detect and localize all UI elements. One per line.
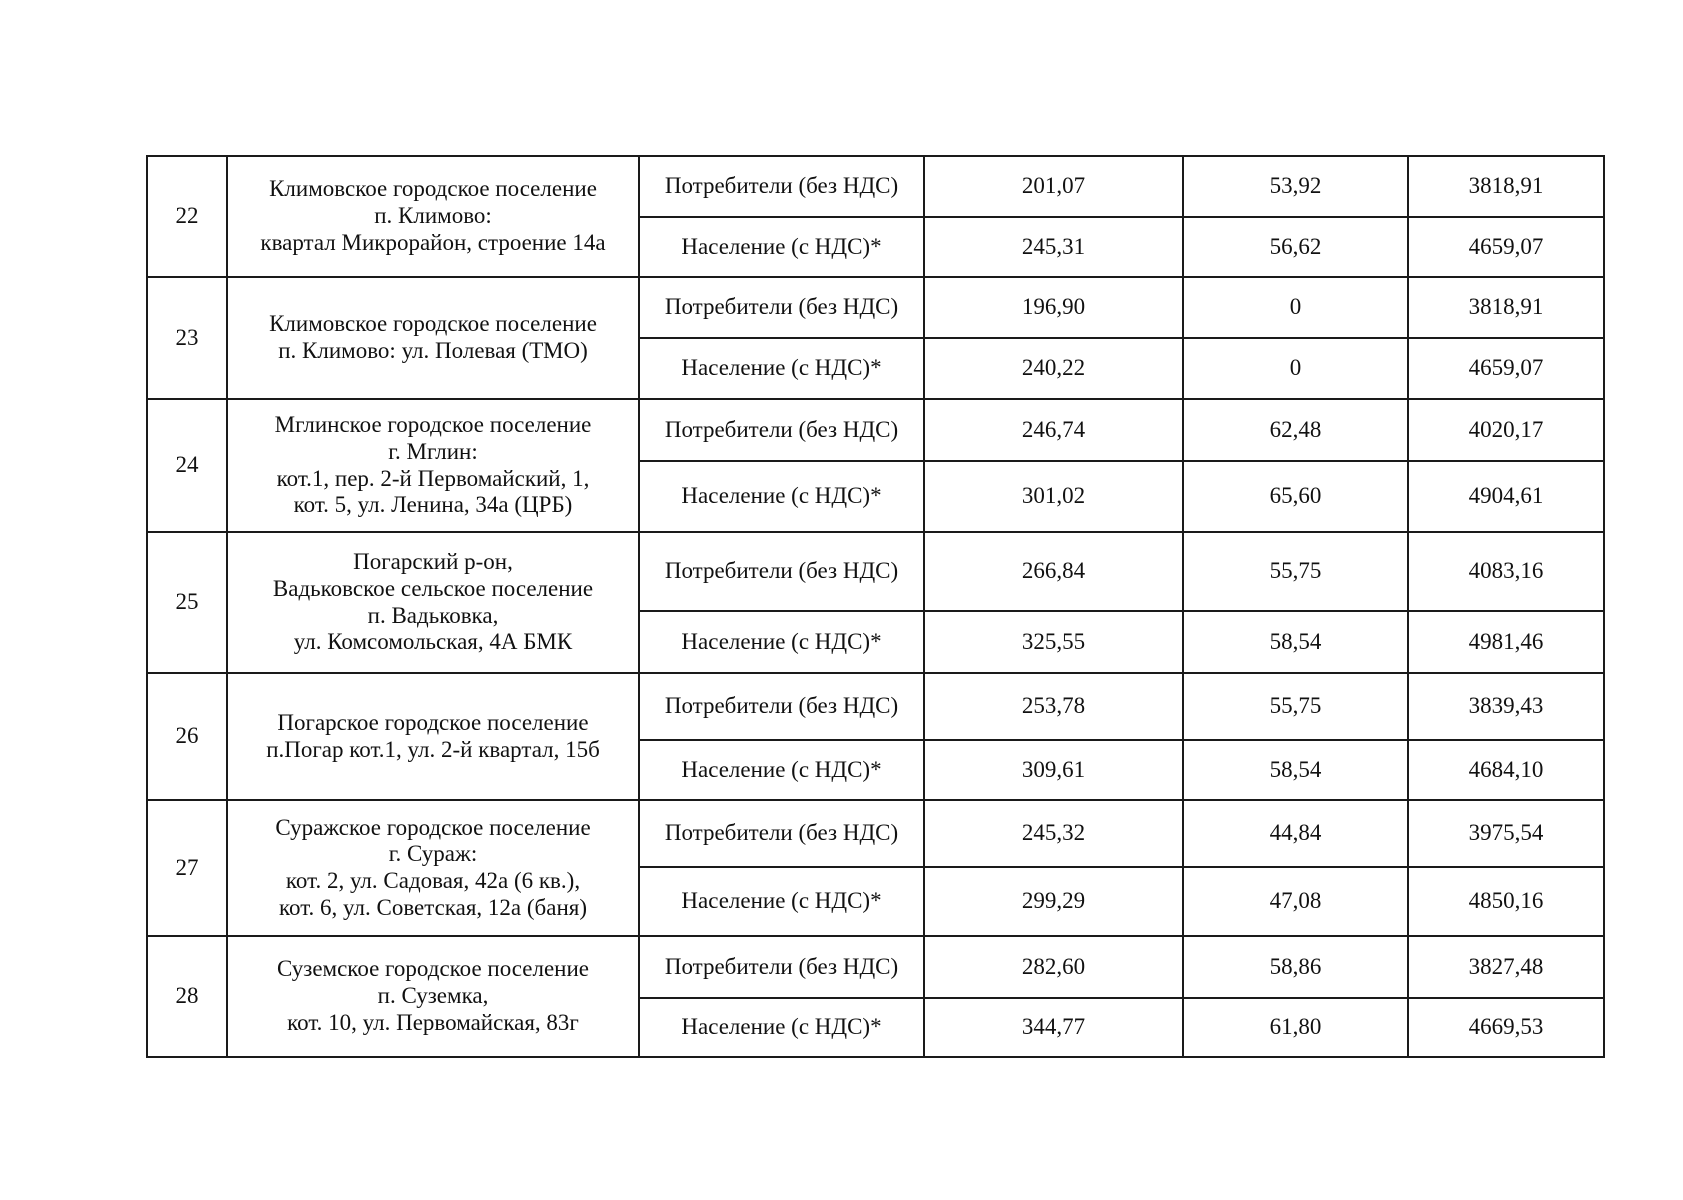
consumer-category: Потребители (без НДС) [639, 399, 924, 461]
tariff-value-3: 4083,16 [1408, 532, 1604, 611]
tariff-value-2: 0 [1183, 277, 1408, 338]
location-line: ул. Комсомольская, 4А БМК [293, 629, 573, 655]
tariff-value-3: 3975,54 [1408, 800, 1604, 867]
tariff-value-3: 3839,43 [1408, 673, 1604, 740]
location-line: г. Сураж: [388, 841, 478, 867]
location-line: Погарский р-он, [353, 549, 513, 575]
tariff-value-1: 196,90 [924, 277, 1183, 338]
table-row [147, 277, 1604, 338]
row-number: 24 [147, 399, 227, 532]
tariff-value-1: 325,55 [924, 611, 1183, 673]
consumer-category: Население (с НДС)* [639, 740, 924, 800]
tariff-value-1: 282,60 [924, 936, 1183, 998]
tariff-value-1: 309,61 [924, 740, 1183, 800]
row-number: 28 [147, 936, 227, 1057]
location-line: кот. 2, ул. Садовая, 42а (6 кв.), [285, 868, 581, 893]
tariff-value-1: 299,29 [924, 867, 1183, 936]
consumer-category: Потребители (без НДС) [639, 156, 924, 217]
location-line: Мглинское городское поселение [274, 412, 592, 438]
table-row [147, 800, 1604, 867]
tariff-value-3: 4659,07 [1408, 338, 1604, 399]
tariff-value-3: 4659,07 [1408, 217, 1604, 277]
location-cell [227, 800, 639, 936]
location-line: кот. 6, ул. Советская, 12а (баня) [279, 894, 587, 920]
consumer-category: Население (с НДС)* [639, 998, 924, 1057]
consumer-category: Потребители (без НДС) [639, 277, 924, 338]
tariff-value-2: 58,54 [1183, 740, 1408, 800]
location-cell [227, 532, 639, 673]
row-number: 27 [147, 800, 227, 936]
tariff-value-2: 65,60 [1183, 461, 1408, 532]
tariff-value-1: 240,22 [924, 338, 1183, 399]
tariff-value-2: 0 [1183, 338, 1408, 399]
tariff-value-2: 61,80 [1183, 998, 1408, 1057]
location-line: п. Вадьковка, [367, 602, 499, 628]
location-line: Погарское городское поселение [277, 709, 589, 735]
location-line: п. Суземка, [377, 983, 489, 1009]
consumer-category: Население (с НДС)* [639, 461, 924, 532]
location-line: квартал Микрорайон, строение 14а [260, 229, 606, 255]
tariff-value-1: 246,74 [924, 399, 1183, 461]
tariff-value-1: 201,07 [924, 156, 1183, 217]
tariff-value-2: 58,86 [1183, 936, 1408, 998]
tariff-value-3: 3818,91 [1408, 277, 1604, 338]
location-line: кот. 10, ул. Первомайская, 83г [287, 1009, 579, 1035]
tariff-value-1: 245,31 [924, 217, 1183, 277]
location-cell [227, 156, 639, 277]
tariff-value-3: 3818,91 [1408, 156, 1604, 217]
tariff-value-3: 4020,17 [1408, 399, 1604, 461]
location-line: п. Климово: [374, 203, 492, 229]
tariff-value-3: 4850,16 [1408, 867, 1604, 936]
row-number: 23 [147, 277, 227, 399]
consumer-category: Население (с НДС)* [639, 867, 924, 936]
row-number: 22 [147, 156, 227, 277]
row-number: 25 [147, 532, 227, 673]
consumer-category: Население (с НДС)* [639, 217, 924, 277]
table-row [147, 532, 1604, 611]
location-line: Суземское городское поселение [276, 956, 590, 982]
consumer-category: Потребители (без НДС) [639, 936, 924, 998]
tariff-value-3: 4981,46 [1408, 611, 1604, 673]
location-line: Вадьковское сельское поселение [272, 575, 594, 601]
tariff-value-1: 301,02 [924, 461, 1183, 532]
tariff-value-3: 4904,61 [1408, 461, 1604, 532]
consumer-category: Население (с НДС)* [639, 338, 924, 399]
location-line: кот.1, пер. 2-й Первомайский, 1, [276, 465, 590, 491]
tariff-table [146, 155, 1605, 1058]
tariff-value-2: 58,54 [1183, 611, 1408, 673]
consumer-category: Население (с НДС)* [639, 611, 924, 673]
location-cell [227, 399, 639, 532]
tariff-value-2: 55,75 [1183, 673, 1408, 740]
tariff-value-3: 3827,48 [1408, 936, 1604, 998]
tariff-value-2: 44,84 [1183, 800, 1408, 867]
tariff-value-2: 47,08 [1183, 867, 1408, 936]
table-row [147, 399, 1604, 461]
location-line: г. Мглин: [388, 438, 478, 464]
tariff-value-2: 55,75 [1183, 532, 1408, 611]
tariff-value-1: 253,78 [924, 673, 1183, 740]
tariff-value-1: 266,84 [924, 532, 1183, 611]
location-line: кот. 5, ул. Ленина, 34а (ЦРБ) [293, 492, 573, 518]
tariff-value-3: 4669,53 [1408, 998, 1604, 1057]
tariff-value-2: 56,62 [1183, 217, 1408, 277]
tariff-value-2: 62,48 [1183, 399, 1408, 461]
table-row [147, 673, 1604, 740]
location-cell [227, 673, 639, 800]
location-line: п. Климово: ул. Полевая (ТМО) [278, 338, 588, 363]
consumer-category: Потребители (без НДС) [639, 800, 924, 867]
location-line: Климовское городское поселение [269, 176, 597, 202]
consumer-category: Потребители (без НДС) [639, 673, 924, 740]
tariff-value-2: 53,92 [1183, 156, 1408, 217]
location-line: п.Погар кот.1, ул. 2-й квартал, 15б [266, 736, 600, 762]
tariff-value-1: 344,77 [924, 998, 1183, 1057]
table-row [147, 156, 1604, 217]
location-cell [227, 277, 639, 399]
location-line: Климовское городское поселение [269, 311, 597, 337]
row-number: 26 [147, 673, 227, 800]
location-line: Суражское городское поселение [275, 814, 591, 840]
location-cell [227, 936, 639, 1057]
table-body [147, 156, 1604, 1057]
table-row [147, 936, 1604, 998]
consumer-category: Потребители (без НДС) [639, 532, 924, 611]
tariff-value-3: 4684,10 [1408, 740, 1604, 800]
tariff-value-1: 245,32 [924, 800, 1183, 867]
